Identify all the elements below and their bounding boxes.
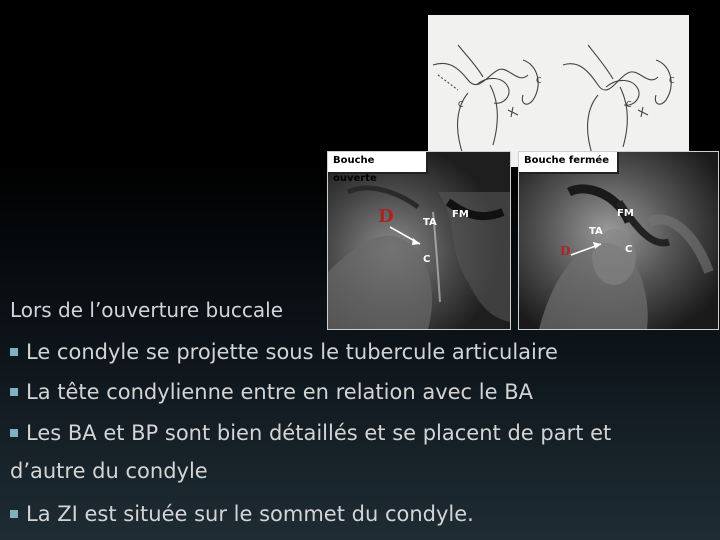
mri-closed-label-d: D (560, 244, 571, 258)
bullet-item (10, 421, 611, 445)
mri-closed-mouth (518, 151, 719, 330)
drawing-label-c1: C (458, 100, 464, 109)
mri-open-label-ta: TA (423, 217, 437, 228)
bullet-square-icon (10, 348, 18, 356)
bullet-square-icon (10, 429, 18, 437)
bullet-square-icon (10, 388, 18, 396)
mri-open-label-d: D (378, 206, 394, 227)
bullet-text: Le condyle se projette sous le tubercule articulaire (26, 340, 558, 364)
bullet-item (10, 380, 533, 404)
bullet-item (10, 502, 474, 526)
drawing-label-c2: C (536, 76, 542, 85)
drawing-label-c3: C (626, 100, 632, 109)
mri-closed-label-fm: FM (617, 208, 634, 219)
mri-closed-image (519, 152, 718, 329)
bullet-continuation: d’autre du condyle (10, 459, 208, 483)
bullet-square-icon (10, 510, 18, 518)
mri-closed-label-c: C (625, 244, 633, 255)
mri-open-label-fm: FM (452, 209, 469, 220)
bullet-text: La ZI est située sur le sommet du condyle. (26, 502, 474, 526)
drawing-label-c4: C (669, 76, 675, 85)
tmj-drawing-svg (428, 15, 689, 167)
bullet-item (10, 340, 558, 364)
intro-text: Lors de l’ouverture buccale (10, 298, 284, 322)
bullet-text: Les BA et BP sont bien détaillés et se placent de part et (26, 421, 612, 445)
mri-open-title: Bouche ouverte (328, 152, 428, 174)
mri-closed-label-ta: TA (589, 226, 603, 237)
mri-open-label-c: C (423, 254, 431, 265)
mri-closed-title: Bouche fermée (519, 152, 619, 174)
mri-open-mouth (327, 151, 511, 330)
tmj-line-drawing (428, 15, 689, 167)
bullet-text: La tête condylienne entre en relation avec le BA (26, 380, 533, 404)
